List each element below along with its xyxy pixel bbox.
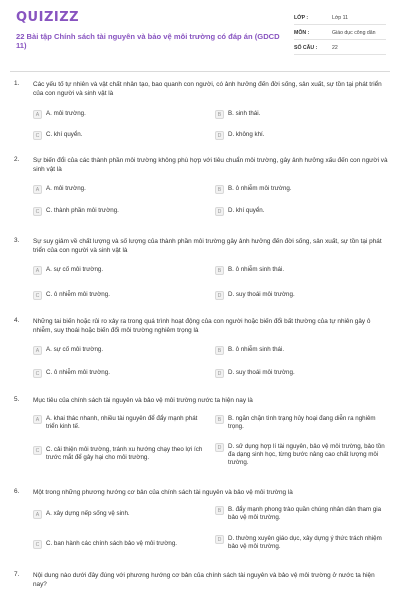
option-text: B. ô nhiễm môi trường. bbox=[228, 185, 292, 192]
option-b[interactable] bbox=[215, 506, 388, 522]
option-text: C. cải thiện môi trường, tránh xu hướng chạy theo lợi ích trước mắt để gây hại cho môi trường. bbox=[46, 446, 203, 461]
option-text: B. ô nhiễm sinh thái. bbox=[228, 346, 285, 353]
meta-label: MÔN : bbox=[294, 30, 310, 36]
option-text: C. khí quyển. bbox=[46, 131, 83, 138]
question-text: Sự suy giảm về chất lượng và số lượng của thành phần môi trường gây ảnh hưởng đến đời sống, sản xuất, sự tồn tại phát triển của con người và sinh vật là bbox=[33, 238, 382, 254]
option-a[interactable] bbox=[33, 266, 206, 275]
question-text: Một trong những phương hướng cơ bản của chính sách tài nguyên và bảo vệ môi trường là bbox=[33, 489, 293, 496]
question-number: 4. bbox=[14, 317, 20, 324]
option-b[interactable] bbox=[215, 110, 388, 119]
option-text: B. ô nhiễm sinh thái. bbox=[228, 266, 285, 273]
option-text: B. đẩy mạnh phong trào quần chúng nhân dân tham gia bảo vệ môi trường. bbox=[228, 506, 382, 521]
option-text: D. thường xuyên giáo dục, xây dựng ý thức trách nhiệm bảo vệ môi trường. bbox=[228, 535, 382, 550]
option-letter-badge: C bbox=[33, 540, 42, 549]
option-text: A. môi trường. bbox=[46, 110, 86, 117]
question-number: 3. bbox=[14, 237, 20, 244]
option-letter-badge: B bbox=[215, 415, 224, 424]
option-c[interactable] bbox=[33, 207, 206, 216]
option-letter-badge: A bbox=[33, 266, 42, 275]
option-d[interactable] bbox=[215, 131, 388, 140]
question-number: 7. bbox=[14, 571, 20, 578]
meta-label: LỚP : bbox=[294, 15, 309, 21]
option-text: A. xây dựng nếp sống vệ sinh. bbox=[46, 510, 130, 517]
option-letter-badge: D bbox=[215, 291, 224, 300]
option-letter-badge: A bbox=[33, 110, 42, 119]
option-a[interactable] bbox=[33, 346, 206, 355]
meta-label: SỐ CÂU : bbox=[294, 45, 318, 51]
option-letter-badge: B bbox=[215, 185, 224, 194]
question-text: Mục tiêu của chính sách tài nguyên và bảo vệ môi trường nước ta hiện nay là bbox=[33, 397, 253, 404]
quizizz-logo: QUIZIZZ bbox=[16, 10, 80, 25]
option-text: B. sinh thái. bbox=[228, 110, 261, 117]
option-letter-badge: C bbox=[33, 207, 42, 216]
option-letter-badge: A bbox=[33, 510, 42, 519]
option-text: D. không khí. bbox=[228, 131, 265, 138]
meta-value: Lớp 11 bbox=[332, 15, 348, 21]
option-letter-badge: C bbox=[33, 369, 42, 378]
option-text: C. ô nhiễm môi trường. bbox=[46, 291, 110, 298]
option-d[interactable] bbox=[215, 291, 388, 300]
option-c[interactable] bbox=[33, 369, 206, 378]
meta-value: 22 bbox=[332, 45, 338, 51]
option-letter-badge: D bbox=[215, 369, 224, 378]
option-b[interactable] bbox=[215, 185, 388, 194]
question-number: 6. bbox=[14, 488, 20, 495]
question-number: 5. bbox=[14, 396, 20, 403]
question-text: Sự biến đổi của các thành phần môi trường không phù hợp với tiêu chuẩn môi trường, gây ảnh hưởng xấu đến con người và sinh vật là bbox=[33, 157, 388, 173]
option-letter-badge: B bbox=[215, 506, 224, 515]
option-b[interactable] bbox=[215, 415, 388, 431]
option-letter-badge: D bbox=[215, 131, 224, 140]
option-letter-badge: D bbox=[215, 207, 224, 216]
option-a[interactable] bbox=[33, 415, 206, 431]
option-text: C. ô nhiễm môi trường. bbox=[46, 369, 110, 376]
option-text: D. sử dụng hợp lí tài nguyên, bảo vệ môi trường, bảo tồn đa dạng sinh học, từng bước nâng cao chất lượng môi trường. bbox=[228, 443, 385, 466]
option-b[interactable] bbox=[215, 266, 388, 275]
option-letter-badge: A bbox=[33, 415, 42, 424]
option-letter-badge: B bbox=[215, 110, 224, 119]
option-d[interactable] bbox=[215, 207, 388, 216]
option-b[interactable] bbox=[215, 346, 388, 355]
question-text: Những tai biến hoặc rủi ro xảy ra trong quá trình hoạt động của con người hoặc biến đổi bất thường của tự nhiên gây ô nhiễm, suy thoái hoặc biến đổi môi trường nghiêm trọng là bbox=[33, 318, 371, 334]
option-d[interactable] bbox=[215, 443, 388, 467]
option-letter-badge: A bbox=[33, 185, 42, 194]
option-letter-badge: D bbox=[215, 443, 224, 452]
meta-value: Giáo dục công dân bbox=[332, 30, 376, 36]
option-text: C. ban hành các chính sách bảo vệ môi trường. bbox=[46, 540, 177, 547]
option-text: A. khai thác nhanh, nhiều tài nguyên để đẩy mạnh phát triển kinh tế. bbox=[46, 415, 198, 430]
option-c[interactable] bbox=[33, 131, 206, 140]
option-text: A. môi trường. bbox=[46, 185, 86, 192]
option-text: D. khí quyển. bbox=[228, 207, 265, 214]
question-text: Các yếu tố tự nhiên và vật chất nhân tạo, bao quanh con người, có ảnh hưởng đến đời sống, sản xuất, sự tồn tại phát triển của con người và sinh vật là bbox=[33, 81, 382, 97]
option-text: D. suy thoái môi trường. bbox=[228, 291, 295, 298]
option-letter-badge: B bbox=[215, 346, 224, 355]
question-number: 2. bbox=[14, 156, 20, 163]
option-d[interactable] bbox=[215, 369, 388, 378]
option-letter-badge: C bbox=[33, 446, 42, 455]
option-letter-badge: A bbox=[33, 346, 42, 355]
option-a[interactable] bbox=[33, 510, 206, 519]
option-text: A. sự cố môi trường. bbox=[46, 346, 104, 353]
question-text: Nội dung nào dưới đây đúng với phương hướng cơ bản của chính sách tài nguyên và bảo vệ môi trường ở nước ta hiện nay? bbox=[33, 572, 375, 588]
option-text: D. suy thoái môi trường. bbox=[228, 369, 295, 376]
option-letter-badge: C bbox=[33, 131, 42, 140]
question-number: 1. bbox=[14, 80, 20, 87]
option-d[interactable] bbox=[215, 535, 388, 551]
document-title: 22 Bài tập Chính sách tài nguyên và bảo vệ môi trường có đáp án (GDCD 11) bbox=[16, 32, 280, 50]
option-a[interactable] bbox=[33, 185, 206, 194]
option-letter-badge: D bbox=[215, 535, 224, 544]
option-c[interactable] bbox=[33, 446, 206, 462]
option-text: C. thành phần môi trường. bbox=[46, 207, 119, 214]
option-c[interactable] bbox=[33, 291, 206, 300]
option-a[interactable] bbox=[33, 110, 206, 119]
option-letter-badge: C bbox=[33, 291, 42, 300]
option-letter-badge: B bbox=[215, 266, 224, 275]
option-c[interactable] bbox=[33, 540, 206, 549]
option-text: A. sự cố môi trường. bbox=[46, 266, 104, 273]
option-text: B. ngăn chặn tình trạng hủy hoại đang diễn ra nghiêm trọng. bbox=[228, 415, 376, 430]
